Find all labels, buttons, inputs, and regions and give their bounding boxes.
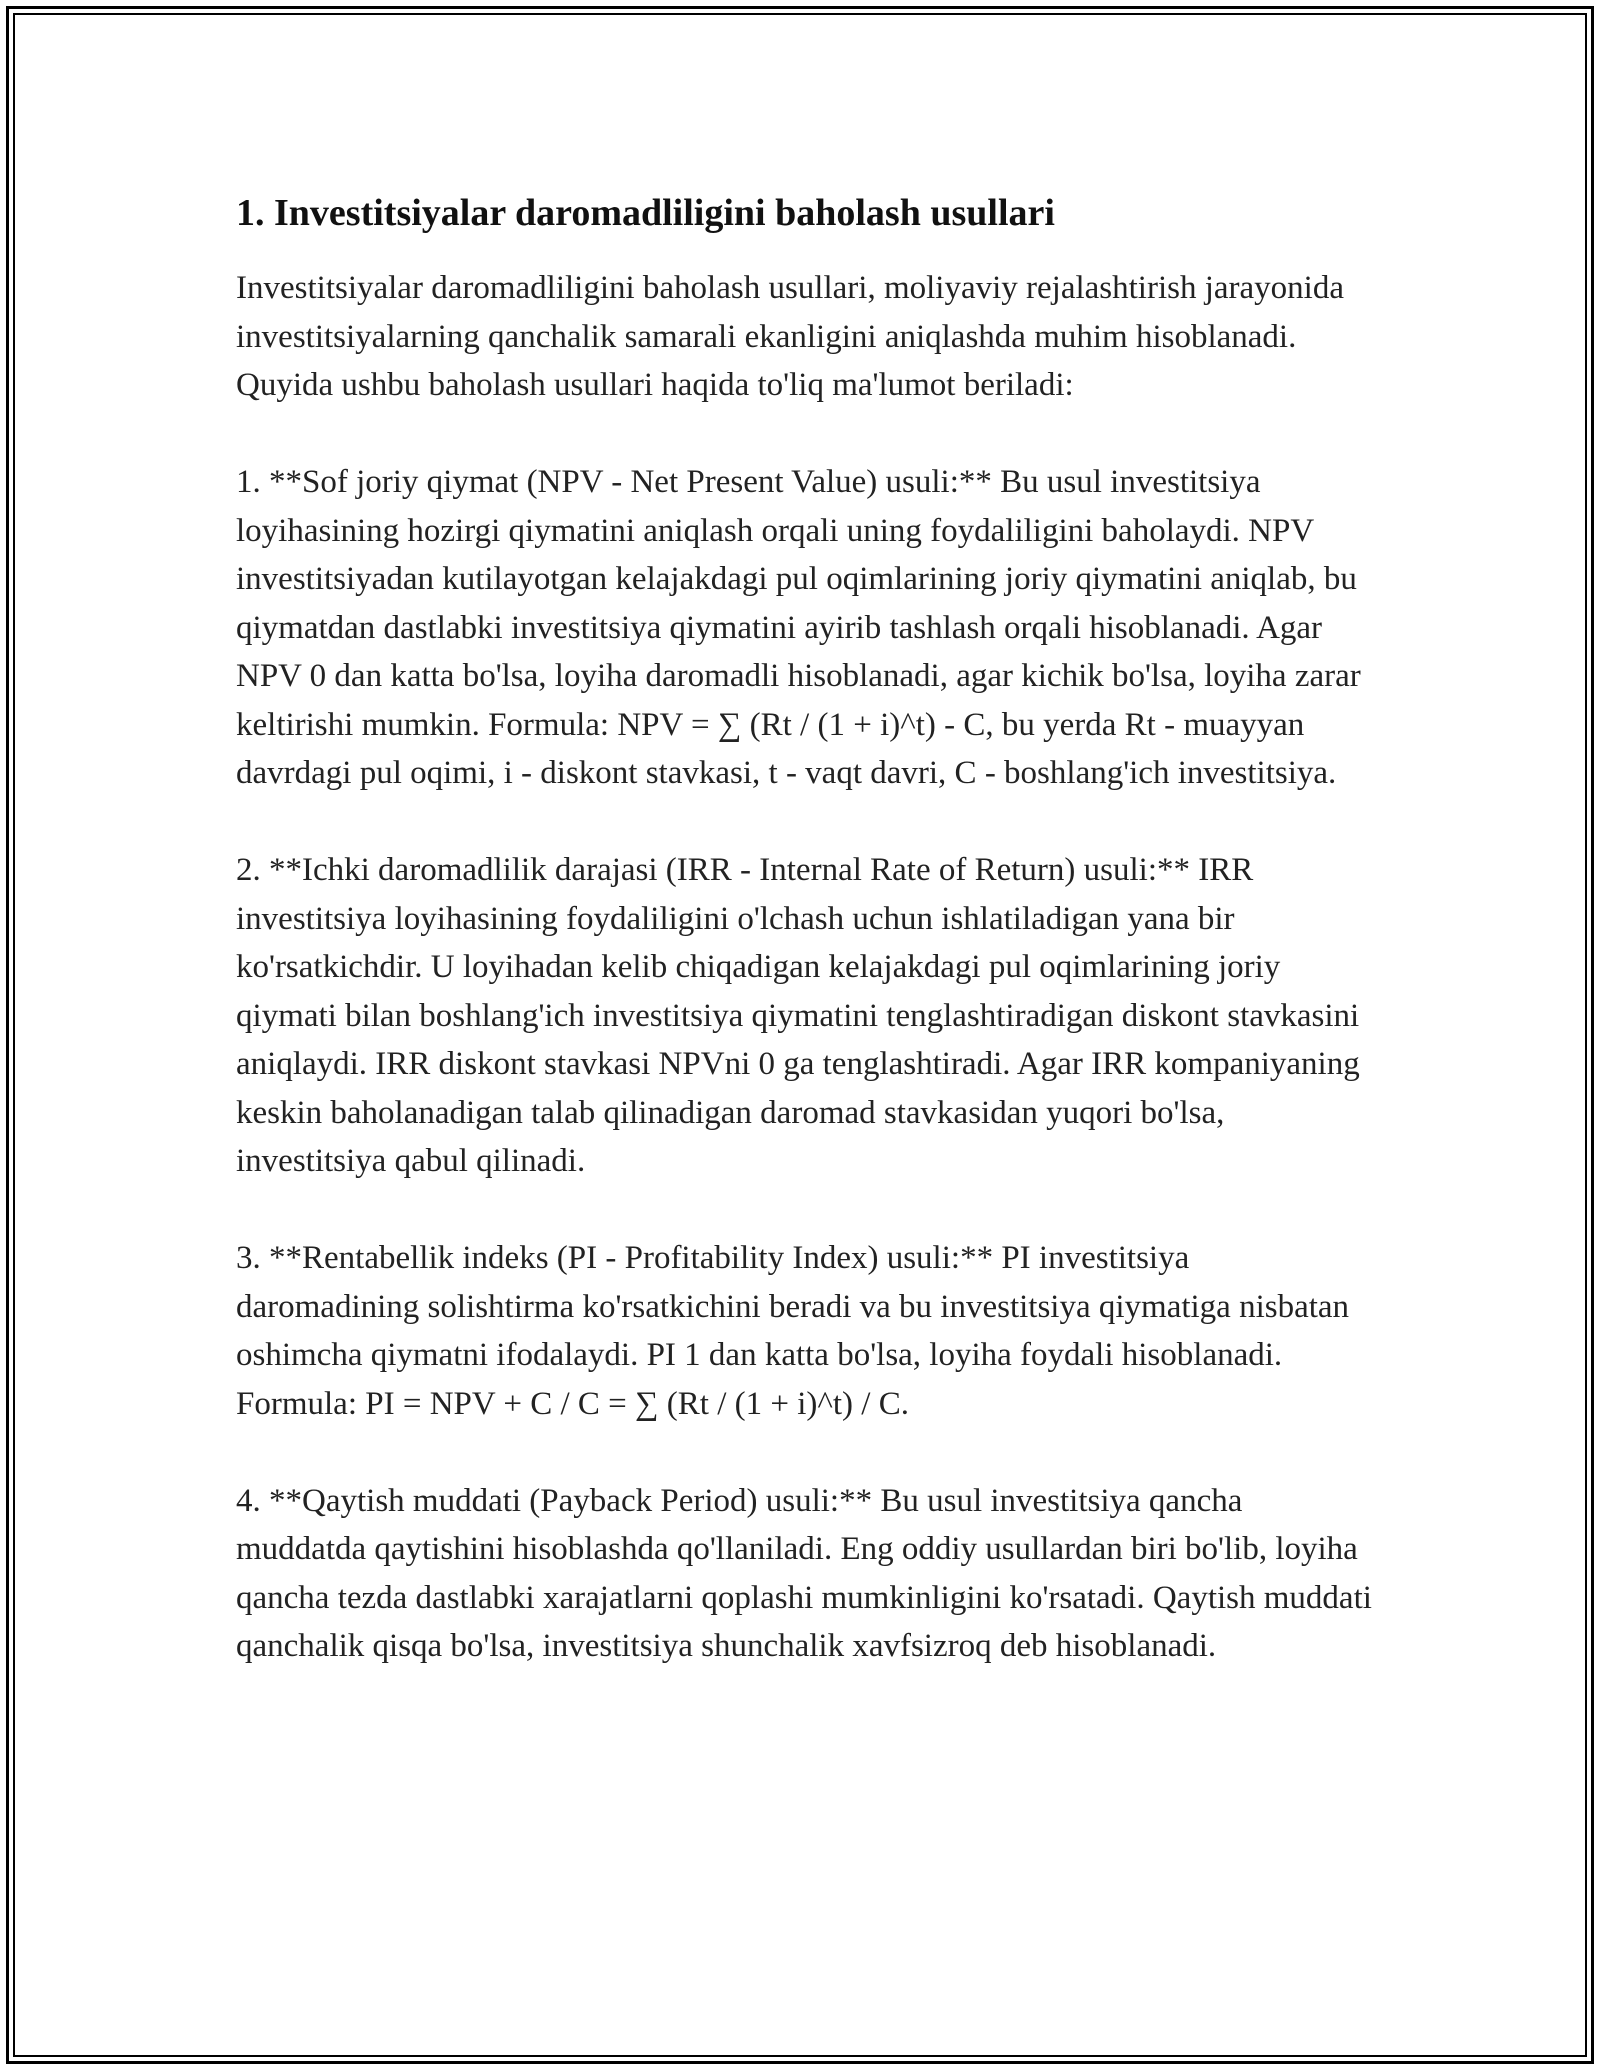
- document-body: [236, 188, 1376, 1719]
- npv-paragraph: 1. **Sof joriy qiymat (NPV - Net Present Value) usuli:** Bu usul investitsiya loyihasining hozirgi qiymatini aniqlash orqali uning foydaliligini baholaydi. NPV investitsiyadan kutilayotgan kelajakdagi pul oqimlarining joriy qiymatini aniqlab, bu qiymatdan dastlabki investitsiya qiymatini ayirib tashlash orqali hisoblanadi. Agar NPV 0 dan katta bo'lsa, loyiha daromadli hisoblanadi, agar kichik bo'lsa, loyiha zarar keltirishi mumkin. Formula: NPV = ∑ (Rt / (1 + i)^t) - C, bu yerda Rt - muayyan davrdagi pul oqimi, i - diskont stavkasi, t - vaqt davri, C - boshlang'ich investitsiya.: [236, 464, 1361, 791]
- intro-paragraph: Investitsiyalar daromadliligini baholash usullari, moliyaviy rejalashtirish jarayonida investitsiyalarning qanchalik samarali ekanligini aniqlashda muhim hisoblanadi. Quyida ushbu baholash usullari haqida to'liq ma'lumot beriladi:: [236, 270, 1344, 403]
- pi-paragraph: 3. **Rentabellik indeks (PI - Profitability Index) usuli:** PI investitsiya daromadining solishtirma ko'rsatkichini beradi va bu investitsiya qiymatiga nisbatan oshimcha qiymatni ifodalaydi. PI 1 dan katta bo'lsa, loyiha foydali hisoblanadi. Formula: PI = NPV + C / C = ∑ (Rt / (1 + i)^t) / C.: [236, 1240, 1350, 1422]
- section-heading: 1. Investitsiyalar daromadliligini baholash usullari: [236, 192, 1055, 234]
- payback-paragraph: 4. **Qaytish muddati (Payback Period) usuli:** Bu usul investitsiya qancha muddatda qaytishini hisoblashda qo'llaniladi. Eng oddiy usullardan biri bo'lib, loyiha qancha tezda dastlabki xarajatlarni qoplashi mumkinligini ko'rsatadi. Qaytish muddati qanchalik qisqa bo'lsa, investitsiya shunchalik xavfsizroq deb hisoblanadi.: [236, 1482, 1372, 1664]
- irr-paragraph: 2. **Ichki daromadlilik darajasi (IRR - Internal Rate of Return) usuli:** IRR investitsiya loyihasining foydaliligini o'lchash uchun ishlatiladigan yana bir ko'rsatkichdir. U loyihadan kelib chiqadigan kelajakdagi pul oqimlarining joriy qiymati bilan boshlang'ich investitsiya qiymatini tenglashtiradigan diskont stavkasini aniqlaydi. IRR diskont stavkasi NPVni 0 ga tenglashtiradi. Agar IRR kompaniyaning keskin baholanadigan talab qilinadigan daromad stavkasidan yuqori bo'lsa, investitsiya qabul qilinadi.: [236, 852, 1360, 1179]
